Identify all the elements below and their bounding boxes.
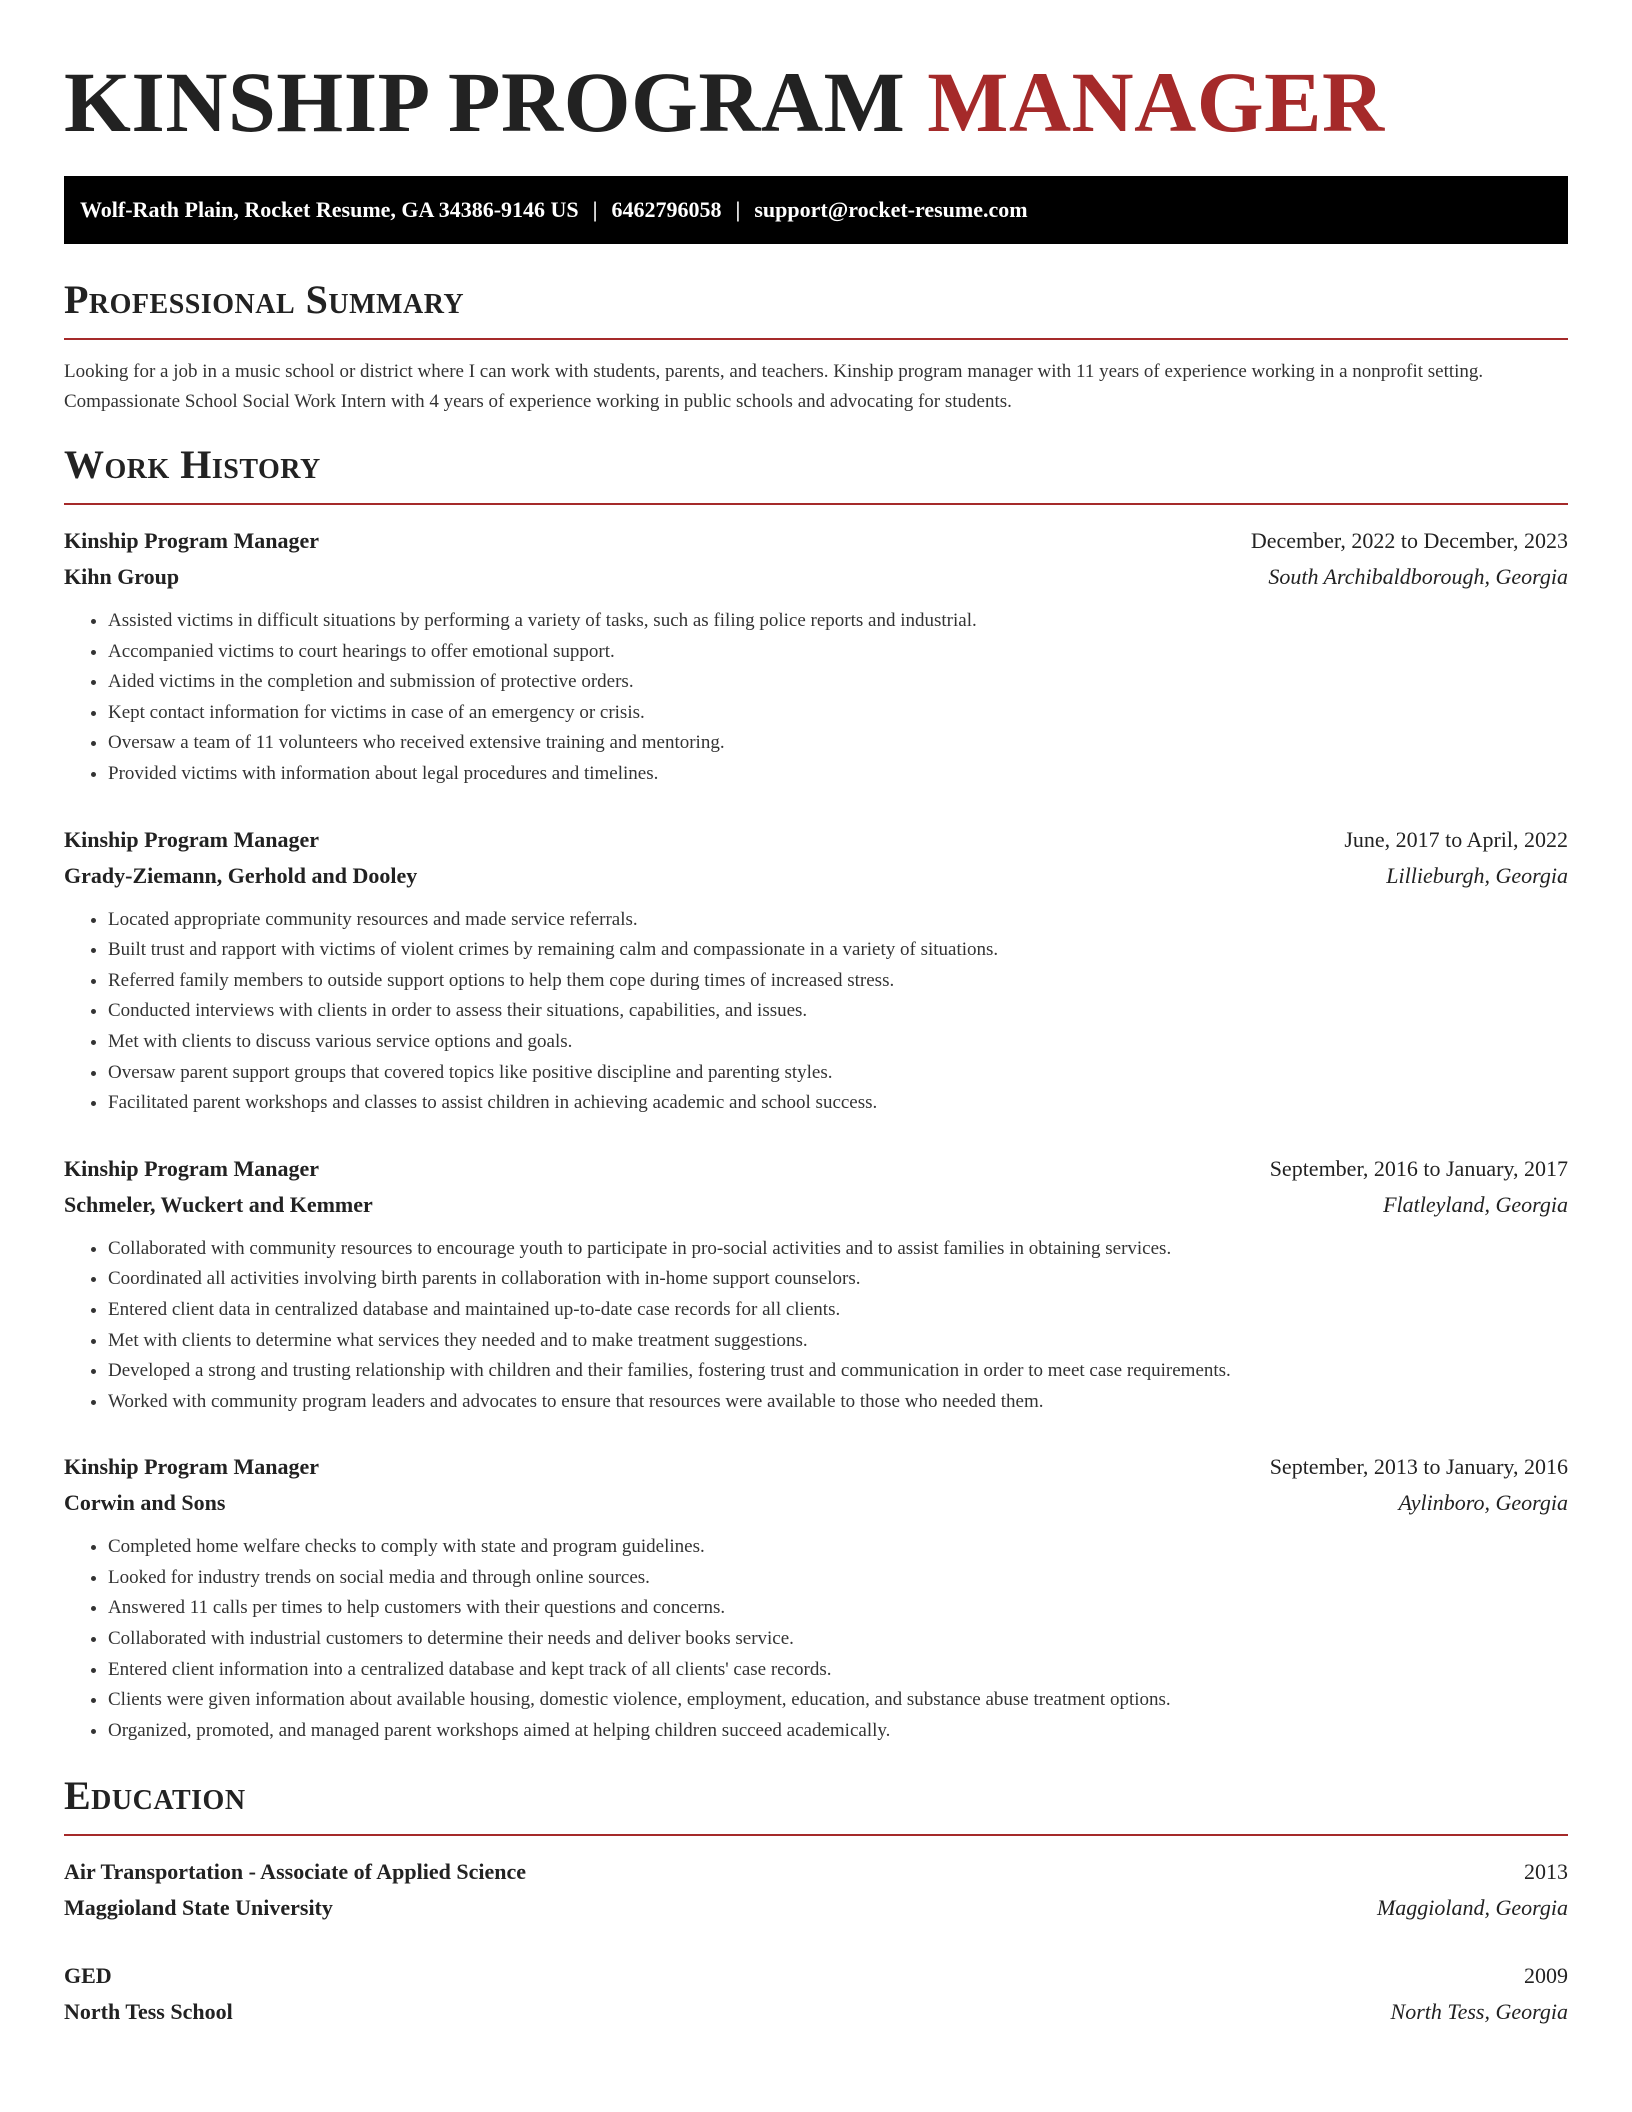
- job-bullet: • Oversaw a team of 11 volunteers who received extensive training and mentoring.: [108, 728, 1568, 759]
- job-location: Lillieburgh, Georgia: [1386, 862, 1568, 888]
- summary-text: Looking for a job in a music school or district where I can work with students, parents, and teachers. Kinship program manager with 11 years of experience working in a nonprofit setting. Compassionate School Social Work Intern with 4 years of experience working in public schools and advocating for students.: [64, 361, 1484, 412]
- job-bullet: • Developed a strong and trusting relationship with children and their families, fostering trust and communication in order to meet case requirements.: [108, 1356, 1568, 1387]
- job-bullets: [64, 606, 1568, 790]
- job-dates: December, 2022 to December, 2023: [1250, 528, 1568, 553]
- education-location: North Tess, Georgia: [1390, 1999, 1568, 2025]
- job-bullet: • Assisted victims in difficult situations by performing a variety of tasks, such as filing police reports and industrial.: [108, 606, 1568, 637]
- contact-separator: |: [735, 197, 741, 222]
- section-divider: [64, 503, 1568, 505]
- job-dates: June, 2017 to April, 2022: [1344, 826, 1568, 852]
- education-entry: [64, 1958, 1568, 2030]
- job-company: Corwin and Sons: [64, 1490, 226, 1516]
- job-bullets: [64, 1532, 1568, 1746]
- job-company: Grady-Ziemann, Gerhold and Dooley: [64, 862, 418, 888]
- job-bullet: • Aided victims in the completion and submission of protective orders.: [108, 667, 1568, 698]
- title-accent: MANAGER: [927, 54, 1385, 150]
- contact-bar: [64, 176, 1568, 244]
- job-bullet: • Coordinated all activities involving birth parents in collaboration with in-home support counselors.: [108, 1264, 1568, 1295]
- contact-address: Wolf-Rath Plain, Rocket Resume, GA 34386-9146 US: [80, 197, 579, 222]
- job-company: Schmeler, Wuckert and Kemmer: [64, 1191, 373, 1217]
- education-header-row: [64, 1958, 1568, 1994]
- job-bullet: • Provided victims with information about legal procedures and timelines.: [108, 759, 1568, 790]
- job-header-row: [64, 822, 1568, 858]
- education-school-row: [64, 1890, 1568, 1926]
- education-year: 2013: [1524, 1859, 1568, 1885]
- work-history-section: [64, 441, 1568, 1746]
- job-bullets: [64, 905, 1568, 1119]
- job-location: South Archibaldborough, Georgia: [1268, 564, 1568, 589]
- job-company: Kihn Group: [64, 564, 180, 589]
- education-entry: [64, 1854, 1568, 1926]
- job-bullet: • Collaborated with industrial customers to determine their needs and deliver books service.: [108, 1624, 1568, 1655]
- contact-phone[interactable]: 6462796058: [611, 197, 722, 222]
- job-bullet: • Oversaw parent support groups that covered topics like positive discipline and parenting styles.: [108, 1058, 1568, 1089]
- section-divider: [64, 338, 1568, 340]
- education-header-row: [64, 1854, 1568, 1890]
- title-main: KINSHIP PROGRAM: [64, 54, 906, 150]
- job-title: Kinship Program Manager: [64, 1454, 320, 1480]
- education-school: Maggioland State University: [64, 1895, 333, 1921]
- job-bullet: • Met with clients to determine what services they needed and to make treatment suggestions.: [108, 1326, 1568, 1357]
- job-bullet: • Collaborated with community resources to encourage youth to participate in pro-social activities and to assist families in obtaining services.: [108, 1234, 1568, 1265]
- job-bullet: • Conducted interviews with clients in order to assess their situations, capabilities, and issues.: [108, 996, 1568, 1027]
- job-entry: [64, 822, 1568, 1119]
- education-degree: GED: [64, 1963, 112, 1989]
- contact-separator: |: [592, 197, 598, 222]
- resume-title: [64, 52, 1568, 152]
- job-bullets: [64, 1234, 1568, 1418]
- job-header-row: [64, 1449, 1568, 1485]
- summary-section: [64, 276, 1568, 417]
- education-year: 2009: [1524, 1963, 1568, 1989]
- job-header-row: [64, 523, 1568, 559]
- job-title: Kinship Program Manager: [64, 528, 320, 553]
- job-location: Aylinboro, Georgia: [1398, 1490, 1568, 1516]
- job-location: Flatleyland, Georgia: [1383, 1191, 1568, 1217]
- job-bullet: • Looked for industry trends on social media and through online sources.: [108, 1563, 1568, 1594]
- education-school: North Tess School: [64, 1999, 233, 2025]
- job-bullet: • Referred family members to outside support options to help them cope during times of increased stress.: [108, 966, 1568, 997]
- contact-email[interactable]: support@rocket-resume.com: [754, 197, 1028, 222]
- job-bullet: • Accompanied victims to court hearings to offer emotional support.: [108, 637, 1568, 668]
- job-company-row: [64, 858, 1568, 894]
- job-bullet: • Facilitated parent workshops and classes to assist children in achieving academic and school success.: [108, 1088, 1568, 1119]
- job-bullet: • Located appropriate community resources and made service referrals.: [108, 905, 1568, 936]
- job-bullet: • Clients were given information about available housing, domestic violence, employment, education, and substance abuse treatment options.: [108, 1685, 1568, 1716]
- job-bullet: • Met with clients to discuss various service options and goals.: [108, 1027, 1568, 1058]
- job-bullet: • Built trust and rapport with victims of violent crimes by remaining calm and compassionate in a variety of situations.: [108, 935, 1568, 966]
- job-bullet: • Entered client information into a centralized database and kept track of all clients' case records.: [108, 1655, 1568, 1686]
- job-entry: [64, 1151, 1568, 1418]
- job-entry: [64, 523, 1568, 790]
- job-entry: [64, 1449, 1568, 1746]
- job-title: Kinship Program Manager: [64, 1155, 320, 1181]
- section-heading-summary: Professional Summary: [64, 277, 465, 322]
- job-company-row: [64, 1485, 1568, 1521]
- job-bullet: • Entered client data in centralized database and maintained up-to-date case records for all clients.: [108, 1295, 1568, 1326]
- job-company-row: [64, 1187, 1568, 1223]
- job-bullet: • Organized, promoted, and managed parent workshops aimed at helping children succeed academically.: [108, 1716, 1568, 1747]
- job-bullet: • Answered 11 calls per times to help customers with their questions and concerns.: [108, 1593, 1568, 1624]
- job-header-row: [64, 1151, 1568, 1187]
- job-bullet: • Worked with community program leaders and advocates to ensure that resources were available to those who needed them.: [108, 1387, 1568, 1418]
- education-location: Maggioland, Georgia: [1376, 1895, 1568, 1921]
- section-heading-work-history: Work History: [64, 442, 321, 487]
- section-divider: [64, 1834, 1568, 1836]
- job-bullet: • Completed home welfare checks to comply with state and program guidelines.: [108, 1532, 1568, 1563]
- job-dates: September, 2013 to January, 2016: [1269, 1454, 1568, 1480]
- job-title: Kinship Program Manager: [64, 826, 320, 852]
- job-dates: September, 2016 to January, 2017: [1269, 1155, 1568, 1181]
- education-school-row: [64, 1994, 1568, 2030]
- section-heading-education: Education: [64, 1773, 246, 1819]
- job-company-row: [64, 559, 1568, 595]
- job-bullet: • Kept contact information for victims in case of an emergency or crisis.: [108, 698, 1568, 729]
- education-section: [64, 1772, 1568, 2030]
- education-degree: Air Transportation - Associate of Applied Science: [64, 1859, 526, 1885]
